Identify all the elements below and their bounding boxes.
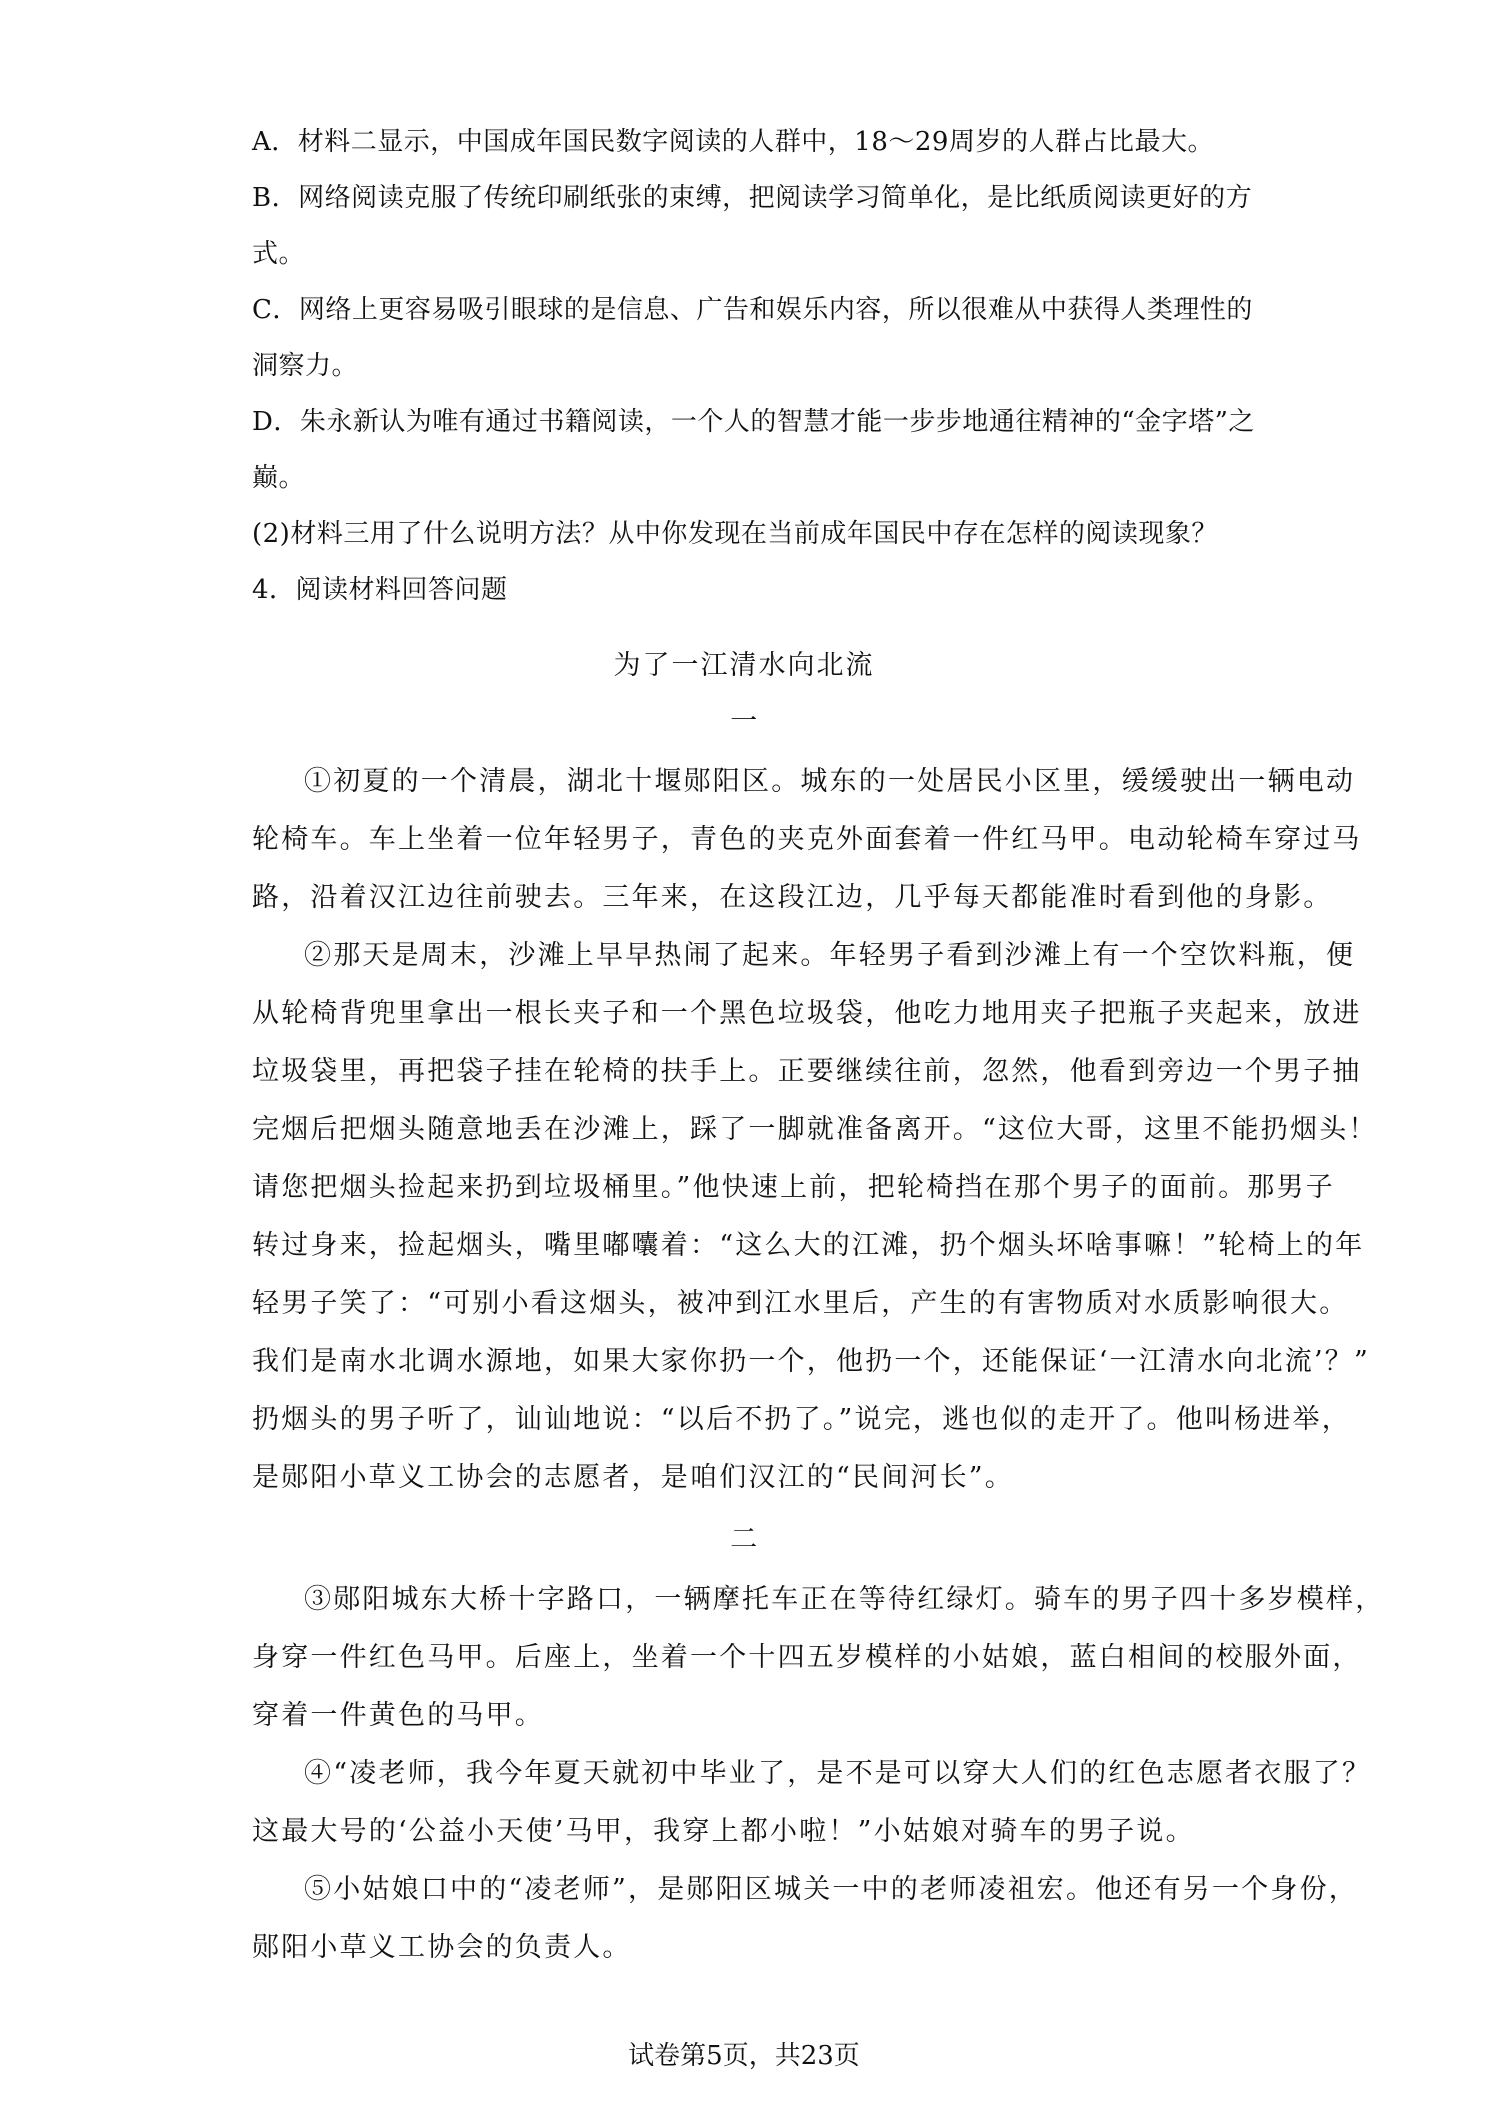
paragraph-1-line: 轮椅车。车上坐着一位年轻男子，青色的夹克外面套着一件红马甲。电动轮椅车穿过马: [252, 824, 1362, 855]
paragraph-1-line: ①初夏的一个清晨，湖北十堰郧阳区。城东的一处居民小区里，缓缓驶出一辆电动: [304, 766, 1356, 797]
paragraph-2-line: 扔烟头的男子听了，讪讪地说：“以后不扔了。”说完，逃也似的走开了。他叫杨进举，: [252, 1404, 1351, 1435]
option-b-line-2: 式。: [252, 239, 306, 269]
option-c-line-1: C．网络上更容易吸引眼球的是信息、广告和娱乐内容，所以很难从中获得人类理性的: [252, 295, 1253, 325]
section-heading-1: 一: [730, 706, 758, 737]
paragraph-5-line: ⑤小姑娘口中的“凌老师”，是郧阳区城关一中的老师凌祖宏。他还有另一个身份，: [304, 1874, 1359, 1905]
paragraph-3-line: 穿着一件黄色的马甲。: [252, 1700, 544, 1731]
section-heading-2: 二: [730, 1524, 758, 1555]
question-2: (2)材料三用了什么说明方法？从中你发现在当前成年国民中存在怎样的阅读现象？: [252, 519, 1218, 549]
question-4: 4．阅读材料回答问题: [252, 575, 508, 605]
paragraph-5-line: 郧阳小草义工协会的负责人。: [252, 1932, 632, 1963]
option-d-line-2: 巅。: [252, 463, 306, 493]
paragraph-2-line: 完烟后把烟头随意地丢在沙滩上，踩了一脚就准备离开。“这位大哥，这里不能扔烟头！: [252, 1114, 1378, 1145]
option-d-line-1: D．朱永新认为唯有通过书籍阅读，一个人的智慧才能一步步地通往精神的“金字塔”之: [252, 407, 1255, 437]
paragraph-2-line: 请您把烟头捡起来扔到垃圾桶里。”他快速上前，把轮椅挡在那个男子的面前。那男子: [252, 1172, 1335, 1203]
paragraph-3-line: 身穿一件红色马甲。后座上，坐着一个十四五岁模样的小姑娘，蓝白相间的校服外面，: [252, 1642, 1362, 1673]
article-title: 为了一江清水向北流: [613, 650, 875, 681]
paragraph-2-line: 垃圾袋里，再把袋子挂在轮椅的扶手上。正要继续往前，忽然，他看到旁边一个男子抽: [252, 1056, 1362, 1087]
option-c-line-2: 洞察力。: [252, 351, 359, 381]
paragraph-1-line: 路，沿着汉江边往前驶去。三年来，在这段江边，几乎每天都能准时看到他的身影。: [252, 882, 1333, 913]
option-a-line-1: A．材料二显示，中国成年国民数字阅读的人群中，18～29周岁的人群占比最大。: [252, 127, 1214, 157]
paragraph-2-line: 是郧阳小草义工协会的志愿者，是咱们汉江的“民间河长”。: [252, 1462, 1015, 1493]
page-footer: 试卷第5页，共23页: [628, 2041, 860, 2071]
paragraph-2-line: 轻男子笑了：“可别小看这烟头，被冲到江水里后，产生的有害物质对水质影响很大。: [252, 1288, 1349, 1319]
paragraph-2-line: 从轮椅背兜里拿出一根长夹子和一个黑色垃圾袋，他吃力地用夹子把瓶子夹起来，放进: [252, 998, 1362, 1029]
paragraph-2-line: ②那天是周末，沙滩上早早热闹了起来。年轻男子看到沙滩上有一个空饮料瓶，便: [304, 940, 1356, 971]
paragraph-3-line: ③郧阳城东大桥十字路口，一辆摩托车正在等待红绿灯。骑车的男子四十多岁模样，: [304, 1584, 1385, 1615]
paragraph-4-line: 这最大号的‘公益小天使’马甲，我穿上都小啦！”小姑娘对骑车的男子说。: [252, 1816, 1195, 1847]
paragraph-2-line: 我们是南水北调水源地，如果大家你扔一个，他扔一个，还能保证‘一江清水向北流’？”: [252, 1346, 1370, 1377]
paragraph-2-line: 转过身来，捡起烟头，嘴里嘟囔着：“这么大的江滩，扔个烟头坏啥事嘛！”轮椅上的年: [252, 1230, 1365, 1261]
option-b-line-1: B．网络阅读克服了传统印刷纸张的束缚，把阅读学习简单化，是比纸质阅读更好的方: [252, 183, 1253, 213]
paragraph-4-line: ④“凌老师，我今年夏天就初中毕业了，是不是可以穿大人们的红色志愿者衣服了？: [304, 1758, 1372, 1789]
